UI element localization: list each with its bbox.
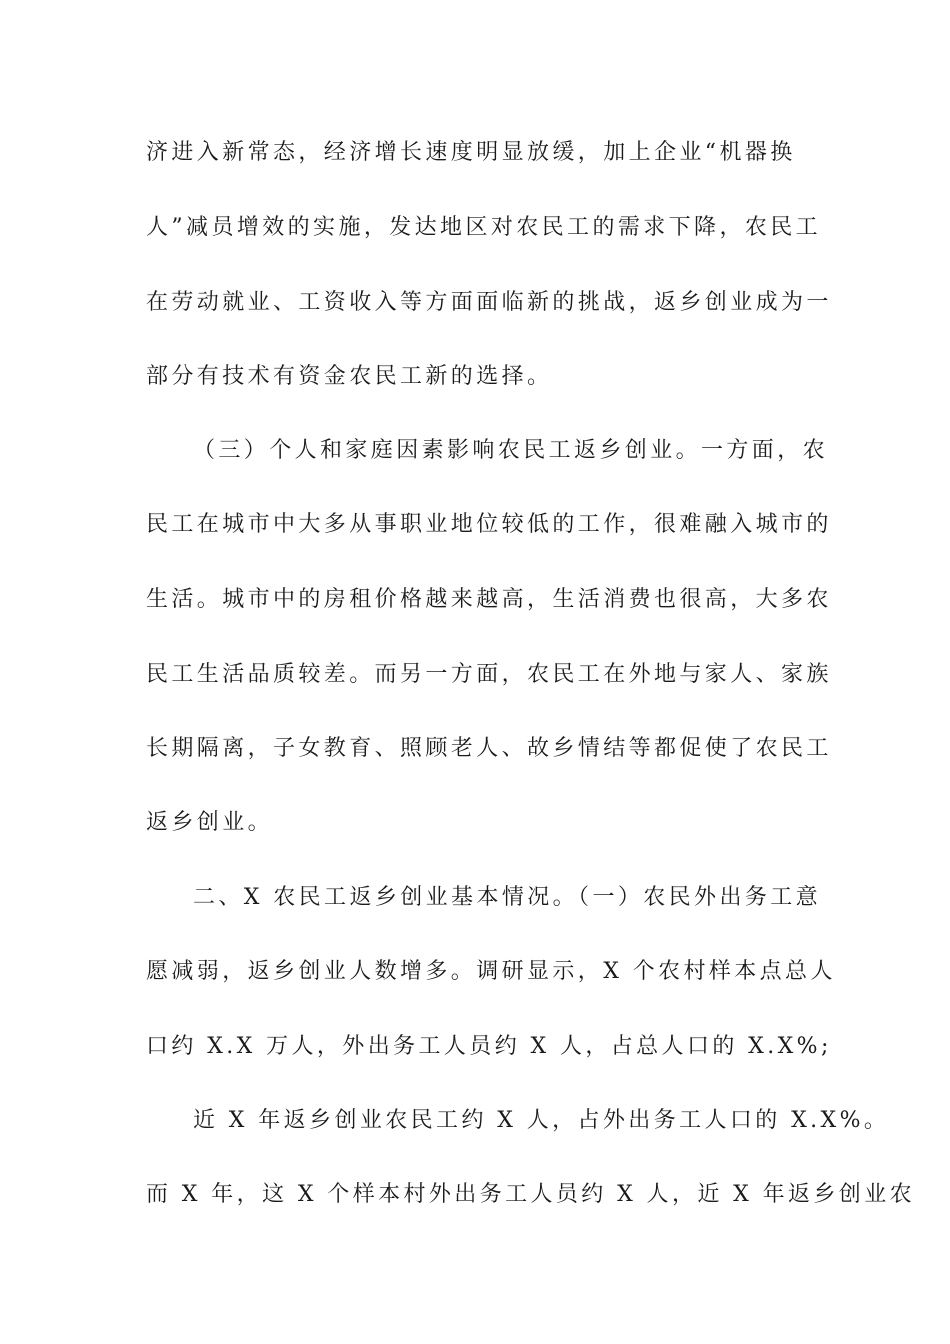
text-line: 民工生活品质较差。而另一方面，农民工在外地与家人、家族 — [146, 662, 832, 687]
text-line: 民工在城市中大多从事职业地位较低的工作，很难融入城市的 — [146, 512, 832, 537]
text-line: 济进入新常态，经济增长速度明显放缓，加上企业“机器换 — [146, 140, 796, 165]
text-line: 人”减员增效的实施，发达地区对农民工的需求下降，农民工 — [146, 215, 822, 240]
paragraph-first-line: 近 X 年返乡创业农民工约 X 人，占外出务工人口的 X.X%。 — [193, 1108, 890, 1133]
text-line: 在劳动就业、工资收入等方面面临新的挑战，返乡创业成为一 — [146, 290, 832, 315]
text-line: 愿减弱，返乡创业人数增多。调研显示，X 个农村样本点总人 — [146, 959, 836, 984]
text-line: 长期隔离，子女教育、照顾老人、故乡情结等都促使了农民工 — [146, 736, 832, 761]
text-line: 口约 X.X 万人，外出务工人员约 X 人，占总人口的 X.X%; — [146, 1034, 832, 1059]
text-line: 而 X 年，这 X 个样本村外出务工人员约 X 人，近 X 年返乡创业农 — [146, 1182, 915, 1207]
text-line: 生活。城市中的房租价格越来越高，生活消费也很高，大多农 — [146, 587, 832, 612]
text-line: 返乡创业。 — [146, 810, 274, 835]
text-line: 部分有技术有资金农民工新的选择。 — [146, 364, 553, 389]
paragraph-first-line: 二、X 农民工返乡创业基本情况。（一）农民外出务工意 — [193, 885, 822, 910]
paragraph-first-line: （三）个人和家庭因素影响农民工返乡创业。一方面，农 — [193, 438, 829, 463]
